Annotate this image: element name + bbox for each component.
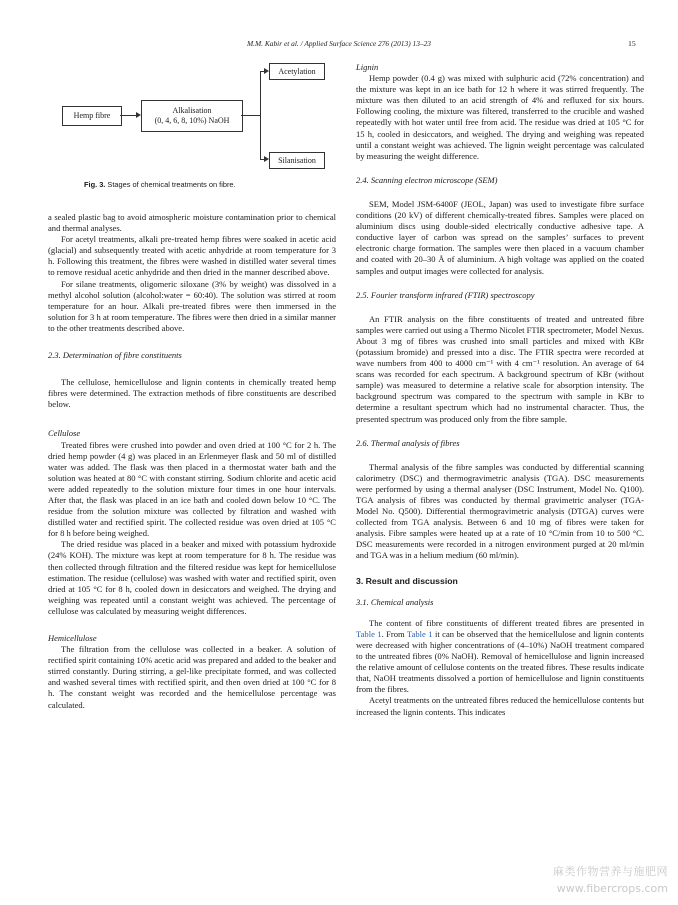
page-number: 15 (628, 39, 636, 48)
paragraph: a sealed plastic bag to avoid atmospheric moisture contamination prior to chemical and thermal analyses. (48, 212, 336, 234)
watermark-url: www.fibercrops.com (556, 882, 668, 895)
figure-caption (84, 180, 236, 189)
paragraph: Treated fibres were crushed into powder and oven dried at 100 °C for 2 h. The dried hemp powder (4 g) was placed in an Erlenmeyer flask and 50 ml of distilled water was added. The flask was then placed in a thermostat water bath and the solution was heated at 80 °C with constant stirring. Sodium chlorite and acetic acid were added repeatedly to the solution mixture four times in one hour intervals. After that, the flask was placed in an ice bath and cooled down below 10 °C. The residue from the solution mixture was collected by filtration and washed with distilled water and rectified spirit. The collected residue was oven dried at 105 °C for 8 h before being weighed. (48, 439, 336, 539)
subheading-cellulose: Cellulose (48, 428, 81, 439)
section-heading-2-6: 2.6. Thermal analysis of fibres (356, 437, 460, 448)
text-span: it can be observed that the hemicellulose and lignin contents were decreased with higher concentrations of (4–10%) NaOH treatment compared to the untreated fibres (0% NaOH). Removal of hemicellulose and lignin increased the relative amount of cellulose contents on the treated fibres. These results indicate that, NaOH treatments dissolved a portion of hemicellulose and lignin constituents from the fibres. (356, 628, 644, 695)
right-column (356, 62, 644, 718)
paragraph: An FTIR analysis on the fibre constituents of treated and untreated fibre samples were carried out using a Thermo Nicolet FTIR spectrometer, Model Nexus. About 3 mg of fibres was crushed into small particles and mixed with KBr (potassium bromide) and pressed into a disc. The FTIR spectra were recorded at wave numbers from 400 to 4000 cm⁻¹ with 4 cm⁻¹ resolution. An average of 64 scans was recorded for each spectrum. A background spectrum of KBr (without sample) was measured to determine a relative scale for absorption intensity. The background spectrum was compared to the spectrum with sample in KBr to determine a resultant spectrum which had no instrumental character. Thus, the presented spectrum was produced only from the fibre sample. (356, 313, 644, 424)
acetylation-label: Acetylation (278, 66, 316, 76)
subheading-lignin: Lignin (356, 62, 379, 72)
alkalisation-box (141, 100, 243, 132)
connector-line (241, 115, 260, 116)
section-heading-2-5: 2.5. Fourier transform infrared (FTIR) spectroscopy (356, 289, 535, 300)
text-span: . From (381, 628, 407, 639)
section-heading-3: 3. Result and discussion (356, 575, 458, 586)
watermark-logo-text: 麻类作物营养与施肥网 (553, 865, 668, 878)
table-1-link[interactable]: Table 1 (406, 628, 433, 639)
figure-caption-label: Fig. 3. (84, 180, 106, 189)
table-1-link[interactable]: Table 1 (356, 628, 382, 639)
hemp-fibre-box (62, 106, 122, 126)
acetylation-box (269, 63, 325, 80)
figure-caption-text: Stages of chemical treatments on fibre. (107, 180, 236, 189)
paragraph: Thermal analysis of the fibre samples was conducted by differential scanning calorimetry (DSC) and thermogravimetric analysis (TGA). DSC measurements were performed by using a thermal analyser (DSC Instrument, Model No. Q100). TGA analysis of fibres was conducted by thermal gravimetric analyser (TGA-Model No. Q500). Differential thermogravimetric analysis (DTGA) curves were collected from TGA analysis. Between 6 and 10 mg of fibres were taken for analysis. Fibre samples were heated up at a rate of 10 °C/min from 10 to 500 °C. DSC measurements were recorded in a nitrogen environment purged at 20 ml/min and TGA was in a helium medium (60 ml/min). (356, 461, 644, 561)
paragraph: For acetyl treatments, alkali pre-treated hemp fibres were soaked in acetic acid (glacial) and subsequently treated with acetic anhydride at room temperature for 3 h. Following this treatment, the fibres were washed in distilled water several times to remove residual acetic anhydride and then dried in the manner described above. (48, 234, 336, 278)
paragraph: For silane treatments, oligomeric siloxane (3% by weight) was dissolved in a methyl alcohol solution (alcohol:water = 60:40). The solution was stirred at room temperature for an hour. Alkali pre-treated fibres were then immersed in the solution for 3 h at room temperature. The fibres were then dried in a similar manner to the other treatments described above. (48, 278, 336, 333)
paragraph: The dried residue was placed in a beaker and mixed with potassium hydroxide (24% KOH). The mixture was kept at room temperature for 8 h. The residue was then collected through filtration and the filtered residue was kept for hemicellulose estimation. The residue (cellulose) was washed with water and rectified spirit, oven dried at 105 °C for 8 h, cooled down in desiccators and weighed. The drying and weighing was repeated until a constant weight was achieved. The percentage of cellulose was calculated by measuring weight differences. (48, 539, 336, 616)
paragraph: The filtration from the cellulose was collected in a beaker. A solution of rectified spirit containing 10% acetic acid was prepared and added to the beaker and stirred constantly. During stirring, a gel-like precipitate formed, and was collected and washed several times with rectified spirit, and then oven dried at 100 °C for 8 h. The constant weight was recorded and the hemicellulose percentage was calculated. (48, 644, 336, 710)
hemp-fibre-label: Hemp fibre (73, 111, 111, 120)
section-heading-2-4: 2.4. Scanning electron microscope (SEM) (356, 174, 498, 185)
alkalisation-label: Alkalisation (172, 106, 212, 115)
silanisation-box (269, 152, 325, 169)
naoh-concentration-label: (0, 4, 6, 8, 10%) NaOH (154, 116, 230, 125)
paragraph: SEM, Model JSM-6400F (JEOL, Japan) was used to investigate fibre surface conditions (20 kV) of different chemically-treated fibres. Samples were placed on aluminium discs using double-sided electrically conductive adhesive tape. A conductive layer of carbon was spread on the samples’ surfaces to prevent electronic charge formation. The samples were then placed in a vacuum chamber and coated with 20–30 Å of aluminium. A high voltage was applied on the coated samples and output images were collected for analysis. (356, 198, 644, 276)
paragraph: Acetyl treatments on the untreated fibres reduced the hemicellulose contents but increased the lignin contents. This indicates (356, 695, 644, 717)
subheading-hemicellulose: Hemicellulose (48, 633, 97, 643)
connector-line (260, 71, 261, 160)
silanisation-label: Silanisation (278, 155, 316, 165)
left-column (48, 212, 336, 711)
section-heading-3-1: 3.1. Chemical analysis (356, 596, 434, 607)
paragraph: Hemp powder (0.4 g) was mixed with sulphuric acid (72% concentration) and the mixture was kept in an ice bath for 12 h where it was stirred frequently. The mixture was then diluted to an acid strength of 4% and refluxed for six hours. Following cooling, the mixture was filtered, transferred to the crucible and washed repeatedly with hot water until free from acid. The residue was dried at 105 °C for 15 h, cooled in desiccators, and weighed. The drying and weighing was repeated until a constant weight was achieved. The lignin weight percentage was calculated by measuring the weight difference. (356, 73, 644, 161)
paragraph: The cellulose, hemicellulose and lignin contents in chemically treated hemp fibres were determined. The extraction methods of fibre constituents are described below. (48, 377, 336, 410)
journal-citation: M.M. Kabir et al. / Applied Surface Science 276 (2013) 13–23 (247, 39, 431, 48)
paragraph (356, 618, 644, 696)
section-heading-2-3: 2.3. Determination of fibre constituents (48, 350, 182, 361)
text-span: The content of fibre constituents of different treated fibres are presented in (369, 617, 644, 628)
